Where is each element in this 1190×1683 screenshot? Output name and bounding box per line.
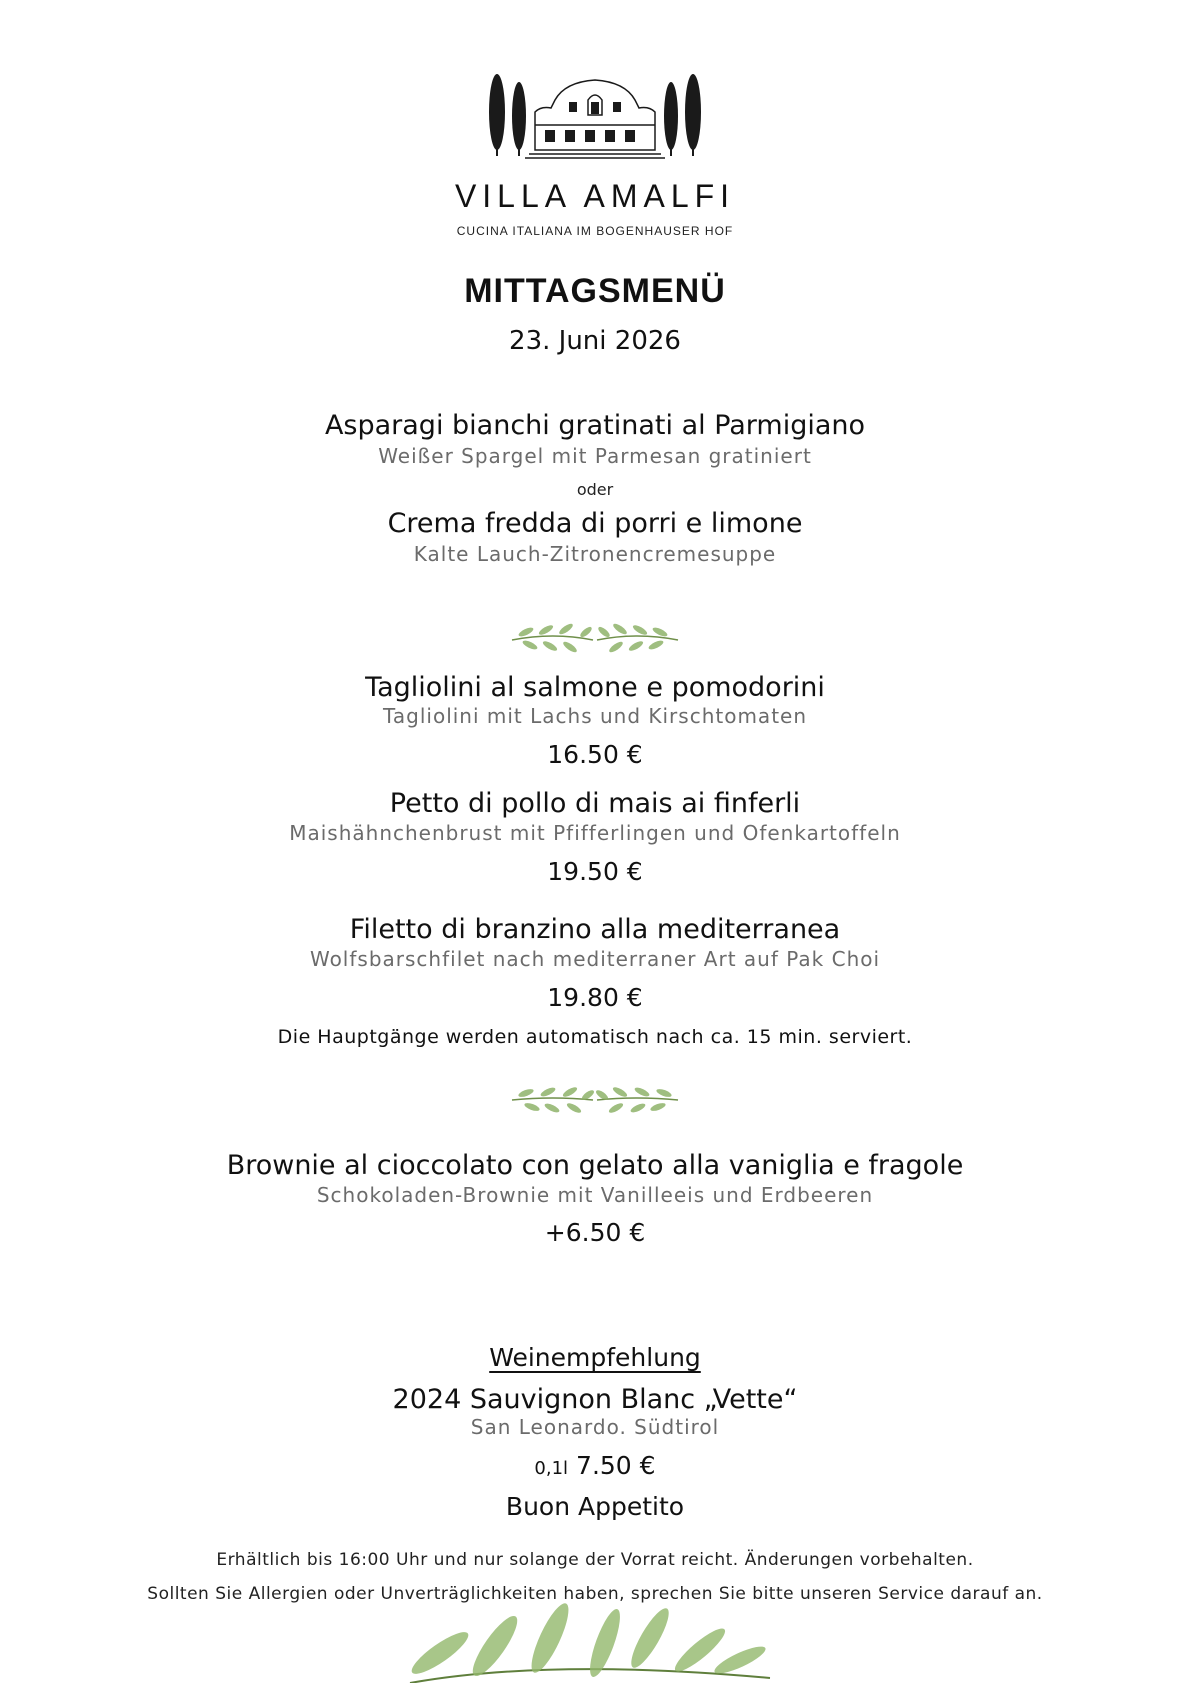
wine-price-line [0,1451,1190,1480]
wine-heading: Weinempfehlung [489,1343,701,1372]
dessert-price: +6.50 € [544,1218,646,1247]
main-1-name: Tagliolini al salmone e pomodorini [365,672,825,703]
menu-title: MITTAGSMENÜ [464,272,726,310]
main-2-name: Petto di pollo di mais ai finferli [389,788,801,819]
starter-separator: oder [576,480,614,499]
wine-price: 7.50 € [576,1451,656,1480]
footer-availability-note: Erhältlich bis 16:00 Uhr und nur solange der Vorrat reicht. Änderungen vorbehalten. [216,1550,974,1570]
closing-phrase: Buon Appetito [505,1492,685,1521]
dessert-name: Brownie al cioccolato con gelato alla vaniglia e fragole [226,1150,964,1181]
starter-2-name: Crema fredda di porri e limone [387,508,803,539]
olive-sprig-divider-icon-2 [508,1080,682,1120]
brand-tagline: CUCINA ITALIANA IM BOGENHAUSER HOF [456,224,734,238]
menu-date: 23. Juni 2026 [509,326,681,356]
main-2-description: Maishähnchenbrust mit Pfifferlingen und Ofenkartoffeln [289,821,901,845]
olive-branch-decoration-icon [400,1598,780,1683]
brand-name: VILLA AMALFI [454,178,736,214]
main-3-name: Filetto di branzino alla mediterranea [349,914,841,945]
starter-1-name: Asparagi bianchi gratinati al Parmigiano [324,410,866,441]
olive-sprig-divider-icon [508,618,682,658]
footer-allergy-note: Sollten Sie Allergien oder Unverträglichkeiten haben, sprechen Sie bitte unseren Service darauf an. [147,1584,1043,1604]
main-3-price: 19.80 € [547,983,643,1012]
main-2-price: 19.50 € [547,857,643,886]
main-1-price: 16.50 € [547,740,643,769]
main-3-description: Wolfsbarschfilet nach mediterraner Art auf Pak Choi [309,947,881,971]
wine-name: 2024 Sauvignon Blanc „Vette“ [392,1384,798,1415]
wine-size: 0,1l [534,1458,569,1479]
main-1-description: Tagliolini mit Lachs und Kirschtomaten [382,704,808,728]
mains-serving-note: Die Hauptgänge werden automatisch nach ca. 15 min. serviert. [277,1026,913,1048]
starter-1-description: Weißer Spargel mit Parmesan gratiniert [378,444,812,468]
starter-2-description: Kalte Lauch-Zitronencremesuppe [413,542,777,566]
villa-logo-icon [485,70,705,170]
wine-origin: San Leonardo. Südtirol [470,1415,720,1439]
dessert-description: Schokoladen-Brownie mit Vanilleeis und Erdbeeren [316,1183,874,1207]
